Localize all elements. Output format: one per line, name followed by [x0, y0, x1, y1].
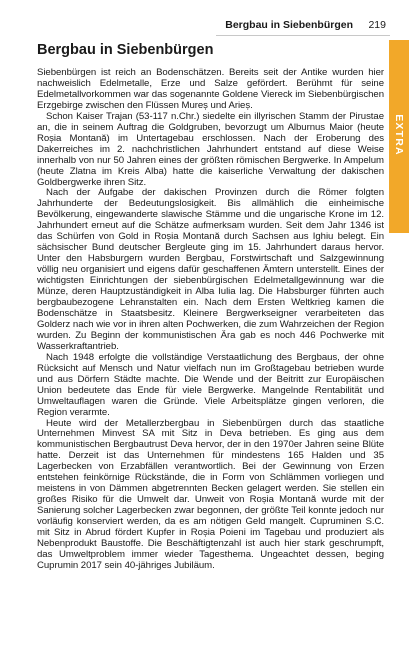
side-tab-label: EXTRA — [393, 114, 405, 156]
page-number: 219 — [368, 19, 386, 31]
header-rule — [216, 35, 390, 36]
running-head — [0, 19, 388, 33]
page-title: Bergbau in Siebenbürgen — [37, 42, 214, 58]
paragraph-trajan: Schon Kaiser Trajan (53-117 n.Chr.) siedelte ein illyrischen Stamm der Pirustae an, die in seinem Auftrag die Goldgruben, bevorzugt um Alburnus Maior (heute Roșia Montană) im Untertagebau erschlossen. Nach der Eroberung des Dakerreiches im 2. nachchristlichen Jahrhundert entstand auf diese Weise innerhalb von nur 50 Jahren eines der größten römischen Bergwerke. In Ampelum (heute Zlatna im Kreis Alba) hatte die kaiserliche Verwaltung der dakischen Goldbergwerke ihren Sitz. — [37, 110, 384, 188]
side-tab-label-box — [389, 40, 409, 233]
paragraph-today: Heute wird der Metallerzbergbau in Siebenbürgen durch das staatliche Unternehmen Minvest SA mit Sitz in Deva betrieben. Es ging aus dem kommunistischen Bergbautrust Deva hervor, der in den 1970er Jahren seine Blüte hatte. Derzeit ist das Unternehmen für mindestens 165 Halden und 35 Lagerbecken von Erzabfällen verantwortlich. Bei der Gewinnung von Erzen entstehen feinkörnige Rückstände, die in Form von Schlämmen vorliegen und meistens in von Dämmen abgetrennten Becken gelagert werden. Sie stellen ein großes Risiko für die Umwelt dar. Unweit von Roșia Montană wurde mit der Sanierung solcher Lagerbecken zwar begonnen, der größte Teil konnte jedoch nur vorläufig konserviert werden, da es am nötigen Geld mangelt. Cupruminen S.C. mit Sitz in Abrud fördert Kupfer in Roșia Poieni im Tagebau und produziert als Nebenprodukt Baustoffe. Die Beschäftigtenzahl ist auch hier stark geschrumpft, das Umweltproblem immer wieder Tagesthema. Ungeachtet dessen, beging Cuprumin 2017 sein 40-jähriges Jubiläum. — [37, 417, 384, 571]
running-head-section: Bergbau in Siebenbürgen — [225, 19, 353, 31]
article-body — [37, 68, 384, 572]
paragraph-nationalization: Nach 1948 erfolgte die vollständige Verstaatlichung des Bergbaus, der ohne Rücksicht auf Mensch und Natur vielfach nun im Großtagebau betrieben wurde und aus Dörfern Städte machte. Die Wende und der Beitritt zur Europäischen Union bedeutete das Ende für viele Bergwerke. Mangelnde Rentabilität und Umweltauflagen waren die Gründe. Viele Arbeitsplätze gingen verloren, die Region verarmte. — [37, 351, 384, 418]
paragraph-intro: Siebenbürgen ist reich an Bodenschätzen. Bereits seit der Antike wurden hier nachweislich Edelmetalle, Erze und Salze gefördert. Berühmt für seine Edelmetallvorkommen war das sogenannte Goldene Viereck im Siebenbürgischen Erzgebirge zwischen den Flüssen Mureș und Arieș. — [37, 67, 384, 111]
paragraph-middle-ages: Nach der Aufgabe der dakischen Provinzen durch die Römer folgten Jahrhunderte der Bedeutungslosigkeit. Bis allmählich die einheimische Bevölkerung, eingewanderte slawische Stämme und die ungarische Krone im 12. Jahrhundert erneut auf die Schätze aufmerksam wurden. Seit dem Jahr 1346 ist das Schürfen von Gold in Roșia Montană durch Sachsen aus Ighiu belegt. Ein sächsischer Bund deutscher Bergleute ging im 15. Jahrhundert daraus hervor. Unter den Habsburgern wurden Bergbau, Forstwirtschaft und Salzgewinnung völlig neu organisiert und eigens dafür geschaffenen Ämtern unterstellt. Eines der wichtigsten Einrichtungen der siebenbürgischen Edelmetallgewinnung war die Münze, deren Hauptzuständigkeit in Alba Iulia lag. Die Habsburger führten auch bergbaubezogene Lehranstalten ein. Nach dem Ersten Weltkrieg kamen die Bodenschätze in Staatsbesitz. Kleinere Bergwerkseigner verarbeiteten das Golderz nach wie vor in ihren alten Pochwerken, die zum Wahrzeichen der Region wurden. Zu Beginn der kommunistischen Ära gab es noch 446 Pochwerke mit Wasserkraftantrieb. — [37, 187, 384, 352]
